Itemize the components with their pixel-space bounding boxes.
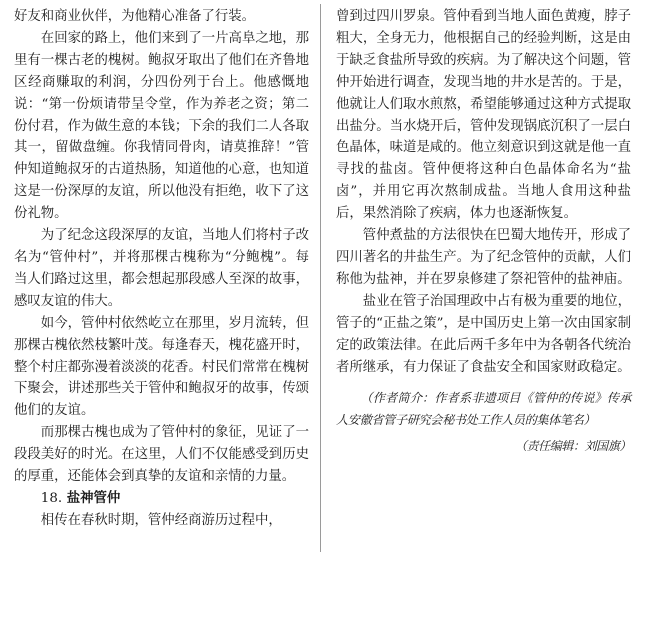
paragraph: 曾到过四川罗泉。管仲看到当地人面色黄瘦，脖子粗大，全身无力，他根据自己的经验判断，这是由于缺乏食盐所导致的疾病。为了解决这个问题，管仲开始进行调查，发现当地的井水是苦的。于是，他就让人们取水煎熬，希望能够通过这种方式提取出盐分。当水烧开后，管仲发现锅底沉积了一层白色晶体，味道是咸的。他立刻意识到这就是他一直寻找的盐卤。管仲便将这种白色晶体命名为“盐卤”，并用它再次熬制成盐。当地人食用这种盐后，果然消除了疾病，体力也逐渐恢复。: [336, 9, 631, 222]
column-divider: [320, 4, 321, 552]
paragraph: 好友和商业伙伴，为他精心准备了行装。: [14, 9, 256, 24]
paragraph: 管仲煮盐的方法很快在巴蜀大地传开，形成了四川著名的井盐生产。为了纪念管仲的贡献，人们称他为盐神，并在罗泉修建了祭祀管仲的盐神庙。: [336, 228, 631, 287]
editor-note: （责任编辑：刘国旗）: [514, 439, 631, 454]
paragraph: 而那棵古槐也成为了管仲村的象征，见证了一段段美好的时光。在这里，人们不仅能感受到历史的厚重，还能体会到真挚的友谊和亲情的力量。: [14, 425, 309, 485]
author-note: （作者简介：作者系非遗项目《管仲的传说》传承人安徽省管子研究会秘书处工作人员的集体笔名）: [336, 391, 631, 428]
paragraph: 在回家的路上，他们来到了一片高阜之地，那里有一棵古老的槐树。鲍叔牙取出了他们在齐鲁地区经商赚取的利润，分四份列于台上。他感慨地说：“第一份烦请带呈令堂，作为养老之资；第二份付君，作为做生意的本钱；下余的我们二人各取其一，留做盘缠。你我情同骨肉，请莫推辞！”管仲知道鲍叔牙的古道热肠，知道他的心意，也知道这是一份深厚的友谊，所以他没有拒绝，收下了这份礼物。: [14, 30, 309, 222]
paragraph: 如今，管仲村依然屹立在那里，岁月流转，但那棵古槐依然枝繁叶茂。每逢春天，槐花盛开时，整个村庄都弥漫着淡淡的花香。村民们常常在槐树下聚会，讲述那些关于管仲和鲍叔牙的故事，传颂他们的友谊。: [14, 315, 309, 419]
section-number: 18.: [40, 490, 63, 506]
paragraph: 相传在春秋时期，管仲经商游历过程中，: [40, 512, 282, 528]
left-column: [14, 6, 309, 532]
section-heading: [14, 488, 309, 510]
paragraph: 为了纪念这段深厚的友谊，当地人们将村子改名为“管仲村”，并将那棵古槐称为“分鲍槐”。每当人们路过这里，都会想起那段感人至深的故事，感叹友谊的伟大。: [14, 228, 309, 309]
right-column: [336, 6, 631, 456]
paragraph: 盐业在管子治国理政中占有极为重要的地位，管子的“正盐之策”，是中国历史上第一次由国家制定的政策法律。在此后两千多年中为各朝各代统治者所继承，有力保证了食盐安全和国家财政稳定。: [336, 293, 631, 375]
section-title: 盐神管仲: [66, 489, 121, 506]
